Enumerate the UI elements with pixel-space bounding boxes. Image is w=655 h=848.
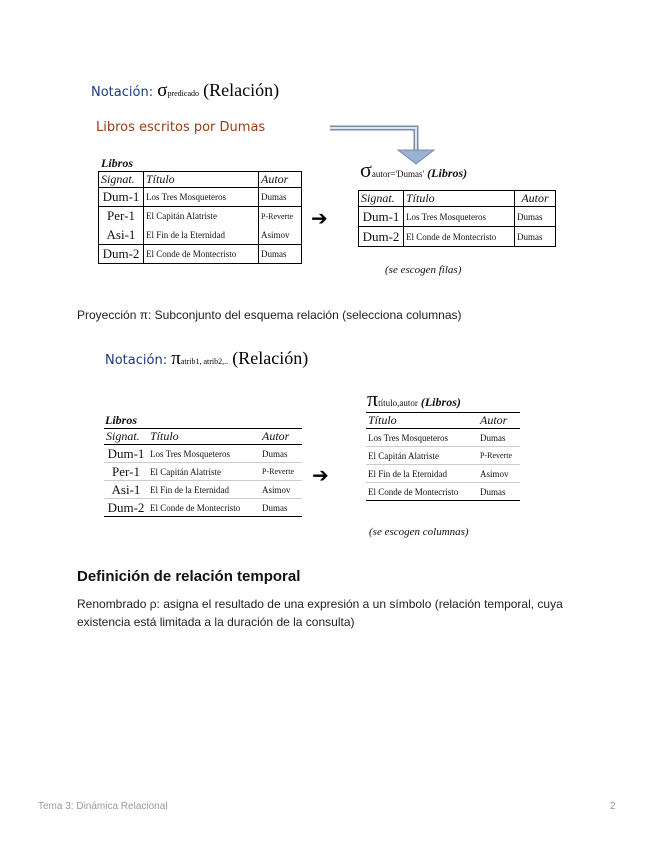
- projection-result-title: [367, 386, 461, 412]
- libros-table-2: [104, 428, 302, 517]
- cell: El Conde de Montecristo: [404, 227, 515, 247]
- result-pi-subscript: título,autor: [378, 398, 418, 408]
- cell: El Conde de Montecristo: [368, 486, 459, 497]
- result-pi-symbol: π: [367, 386, 379, 411]
- col-header: Autor: [480, 413, 508, 427]
- table-row: [99, 245, 302, 264]
- cell: Per-1: [112, 463, 140, 479]
- table-row: [104, 463, 302, 481]
- table-row: [359, 207, 556, 227]
- selection-result-table: [358, 190, 556, 247]
- selection-result-title: [360, 157, 467, 183]
- cell: Los Tres Mosqueteros: [150, 448, 231, 459]
- projection-description: Proyección π: Subconjunto del esquema relación (selecciona columnas): [77, 308, 462, 322]
- col-header: Título: [368, 413, 397, 427]
- cell: El Conde de Montecristo: [144, 245, 259, 264]
- selection-note: (se escogen filas): [385, 264, 462, 276]
- projection-note: (se escogen columnas): [369, 526, 469, 538]
- temporal-description: Renombrado ρ: asigna el resultado de una expresión a un símbolo (relación temporal, cuya existencia está limitada a la duración de la consulta): [77, 597, 563, 629]
- col-header: Autor: [261, 172, 289, 186]
- cell: El Fin de la Eternidad: [368, 468, 447, 479]
- cell: Dum-2: [99, 245, 144, 264]
- cell: Dum-2: [359, 227, 404, 247]
- table-row: [104, 481, 302, 499]
- dumas-caption: Libros escritos por Dumas: [96, 120, 266, 135]
- table-row: [104, 445, 302, 463]
- projection-notation: [105, 348, 308, 370]
- result-sigma-subscript: autor='Dumas': [371, 169, 425, 179]
- projection-result-table: [366, 412, 520, 501]
- cell: Dumas: [261, 249, 287, 259]
- col-header: Autor: [521, 191, 549, 205]
- relation-label: (Relación): [232, 348, 309, 368]
- page-number: 2: [610, 801, 616, 812]
- pi-subscript: atrib1, atrib2,..: [180, 357, 229, 366]
- cell: Dumas: [480, 486, 506, 497]
- table-row: [366, 465, 520, 483]
- cell: Asi-1: [111, 481, 141, 497]
- table-row: [99, 207, 302, 226]
- cell: Dum-1: [99, 188, 144, 207]
- cell: El Fin de la Eternidad: [150, 484, 229, 495]
- result-relation: (Libros): [420, 395, 461, 409]
- cell: Los Tres Mosqueteros: [404, 207, 515, 227]
- cell: Los Tres Mosqueteros: [368, 432, 449, 443]
- cell: Asimov: [480, 468, 509, 479]
- table-header-row: [366, 413, 520, 429]
- table-row: [366, 483, 520, 501]
- sigma-symbol: σ: [157, 80, 168, 101]
- col-header: Autor: [262, 429, 290, 443]
- col-header: Signat.: [106, 429, 140, 443]
- cell: Dumas: [262, 502, 288, 513]
- cell: P-Reverte: [262, 467, 294, 476]
- cell: P-Reverte: [261, 211, 293, 221]
- col-header: Título: [150, 429, 179, 443]
- table-row: [99, 188, 302, 207]
- table-header-row: [99, 172, 302, 188]
- col-header: Signat.: [359, 191, 404, 207]
- table-row: [366, 429, 520, 447]
- table-row: [359, 227, 556, 247]
- col-header: Signat.: [99, 172, 144, 188]
- cell: P-Reverte: [480, 451, 512, 460]
- col-header: Título: [404, 191, 515, 207]
- cell: Per-1: [99, 207, 144, 226]
- table-row: [104, 499, 302, 517]
- table-header-row: [104, 429, 302, 445]
- cell: Asimov: [262, 484, 291, 495]
- cell: Dumas: [261, 192, 287, 202]
- libros-title: Libros: [101, 156, 134, 170]
- right-arrow-icon-2: ➔: [312, 463, 329, 487]
- cell: Asi-1: [99, 226, 144, 245]
- table-header-row: [359, 191, 556, 207]
- selection-notation: [91, 80, 279, 102]
- cell: Dumas: [262, 448, 288, 459]
- cell: El Capitán Alatriste: [368, 450, 439, 461]
- right-arrow-icon: ➔: [311, 206, 328, 230]
- cell: Dum-1: [359, 207, 404, 227]
- section-heading: Definición de relación temporal: [77, 568, 301, 585]
- notation-label: Notación:: [91, 85, 154, 100]
- cell: Dum-2: [107, 499, 145, 515]
- table-row: [99, 226, 302, 245]
- result-sigma-symbol: σ: [360, 157, 372, 182]
- cell: El Fin de la Eternidad: [144, 226, 259, 245]
- notation-label: Notación:: [105, 353, 168, 368]
- cell: El Conde de Montecristo: [150, 502, 241, 513]
- cell: Asimov: [261, 229, 290, 240]
- col-header: Título: [144, 172, 259, 188]
- libros-title-2: Libros: [105, 413, 138, 427]
- cell: Dumas: [517, 231, 543, 242]
- result-relation: (Libros): [427, 166, 468, 180]
- sigma-subscript: predicado: [167, 89, 200, 98]
- cell: El Capitán Alatriste: [144, 207, 259, 226]
- footer-title: Tema 3: Dinámica Relacional: [38, 801, 168, 812]
- cell: Dumas: [517, 211, 543, 222]
- pi-symbol: π: [171, 348, 181, 369]
- table-row: [366, 447, 520, 465]
- cell: Dum-1: [107, 445, 145, 461]
- libros-table: [98, 171, 302, 264]
- cell: Los Tres Mosqueteros: [144, 188, 259, 207]
- relation-label: (Relación): [203, 80, 280, 100]
- cell: Dumas: [480, 432, 506, 443]
- cell: El Capitán Alatriste: [150, 466, 221, 477]
